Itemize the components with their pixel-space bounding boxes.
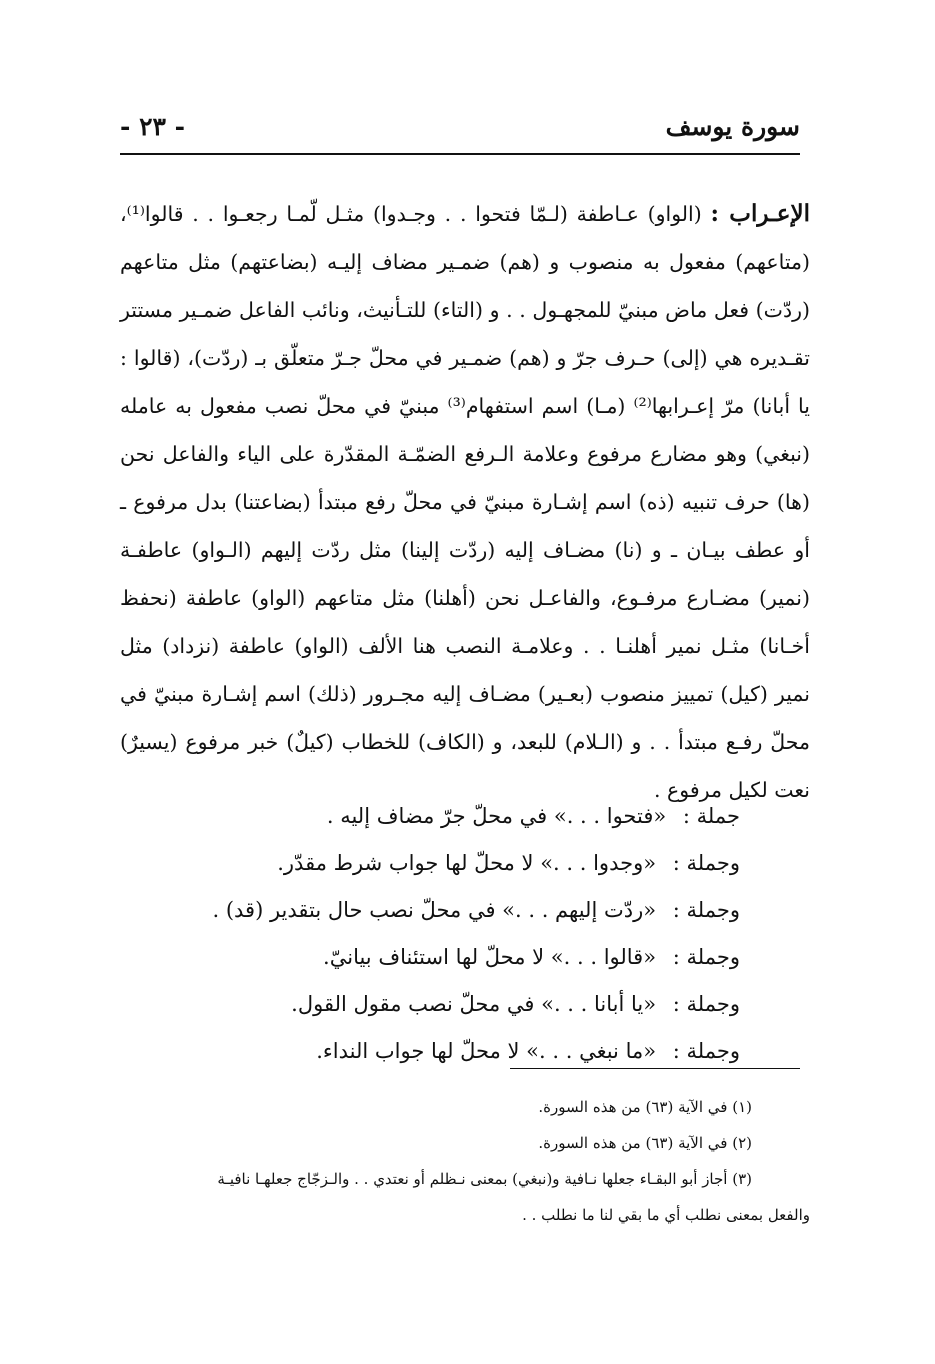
sentence-text: «يا أبانا . . .» في محلّ نصب مقول القول. bbox=[291, 992, 657, 1016]
irab-heading: الإعـراب : bbox=[710, 200, 810, 227]
footnote-3: (٣) أجاز أبو البقـاء جعلها نـافية و(نبغي) بمعنى نـظلم أو نعتدي . . والـزجّاج جعلهـا نافيـة bbox=[217, 1170, 752, 1188]
surah-title: سورة يوسف bbox=[665, 112, 800, 141]
sentence-item bbox=[180, 981, 740, 1028]
sentence-item bbox=[180, 840, 740, 887]
sentence-label: وجملة : bbox=[672, 992, 740, 1016]
sentence-text: «فتحوا . . .» في محلّ جرّ مضاف إليه . bbox=[326, 804, 667, 828]
sentence-label: جملة : bbox=[682, 804, 740, 828]
sentence-label: وجملة : bbox=[672, 851, 740, 875]
footnote-3-continuation: والفعل بمعنى نطلب أي ما بقي لنا ما نطلب . . bbox=[522, 1206, 810, 1224]
sentence-label: وجملة : bbox=[672, 898, 740, 922]
footnotes bbox=[120, 1089, 810, 1233]
sentence-text: «ما نبغي . . .» لا محلّ لها جواب النداء. bbox=[316, 1039, 657, 1063]
sentence-label: وجملة : bbox=[672, 945, 740, 969]
page-header bbox=[120, 112, 800, 152]
irab-text: (الواو) عـاطفة (لـمّا فتحوا . . وجـدوا) مثـل لّمـا رجعـوا . . قالوا⁽¹⁾، (متاعهم) مفعول به منصوب و (هم) ضمـير مضاف إليـه (بضاعتهم) مثل متاعهم (ردّت) فعل ماض مبنيّ للمجهـول . . و (التاء) للتـأنيث، ونائب الفاعل ضمـير مستتر تقـديره هي (إلى) حـرف جرّ و (هم) ضمـير في محلّ جـرّ متعلّق بـ (ردّت)، (قالوا : يا أبانا) مرّ إعـرابها⁽²⁾ (مـا) اسم استفهام⁽³⁾ مبنيّ في محلّ نصب مفعول به عامله (نبغي) وهو مضارع مرفوع وعلامة الـرفع الضمّـة المقدّرة على الياء والفاعل نحن (ها) حرف تنبيه (ذه) اسم إشـارة مبنيّ في محلّ رفع مبتدأ (بضاعتنا) بدل مرفوع ـ أو عطف بيـان ـ و (نا) مضـاف إليه (ردّت إلينا) مثل ردّت إليهم (الـواو) عاطفـة (نمير) مضـارع مرفـوع، والفاعـل نحن (أهلنا) مثل متاعهم (الواو) عاطفة (نحفظ أخـانا) مثـل نمير أهلنـا . . وعلامـة النصب هنا الألف (الواو) عاطفة (نزداد) مثل نمير (كيل) تمييز منصوب (بعـير) مضـاف إليه مجـرور (ذلك) اسم إشـارة مبنيّ في محلّ رفـع مبتدأ . . و (الـلام) للبعد، و (الكاف) للخطاب (كيلٌ) خبر مرفوع (يسيرٌ) نعت لكيل مرفوع . bbox=[120, 202, 811, 802]
irab-paragraph bbox=[120, 190, 810, 814]
footnote-1: (١) في الآية (٦٣) من هذه السورة. bbox=[538, 1098, 752, 1116]
footnote-2: (٢) في الآية (٦٣) من هذه السورة. bbox=[538, 1134, 752, 1152]
sentence-item bbox=[180, 934, 740, 981]
sentence-list bbox=[180, 793, 740, 1075]
sentence-item bbox=[180, 887, 740, 934]
footnote-divider bbox=[510, 1068, 800, 1069]
sentence-label: وجملة : bbox=[672, 1039, 740, 1063]
page-number: - ٢٣ - bbox=[120, 112, 186, 141]
sentence-text: «ردّت إليهم . . .» في محلّ نصب حال بتقدير (قد) . bbox=[212, 898, 657, 922]
sentence-text: «قالوا . . .» لا محلّ لها استئناف بيانيّ. bbox=[323, 945, 657, 969]
sentence-item bbox=[180, 793, 740, 840]
header-divider bbox=[120, 153, 800, 155]
sentence-text: «وجدوا . . .» لا محلّ لها جواب شرط مقدّر. bbox=[277, 851, 657, 875]
